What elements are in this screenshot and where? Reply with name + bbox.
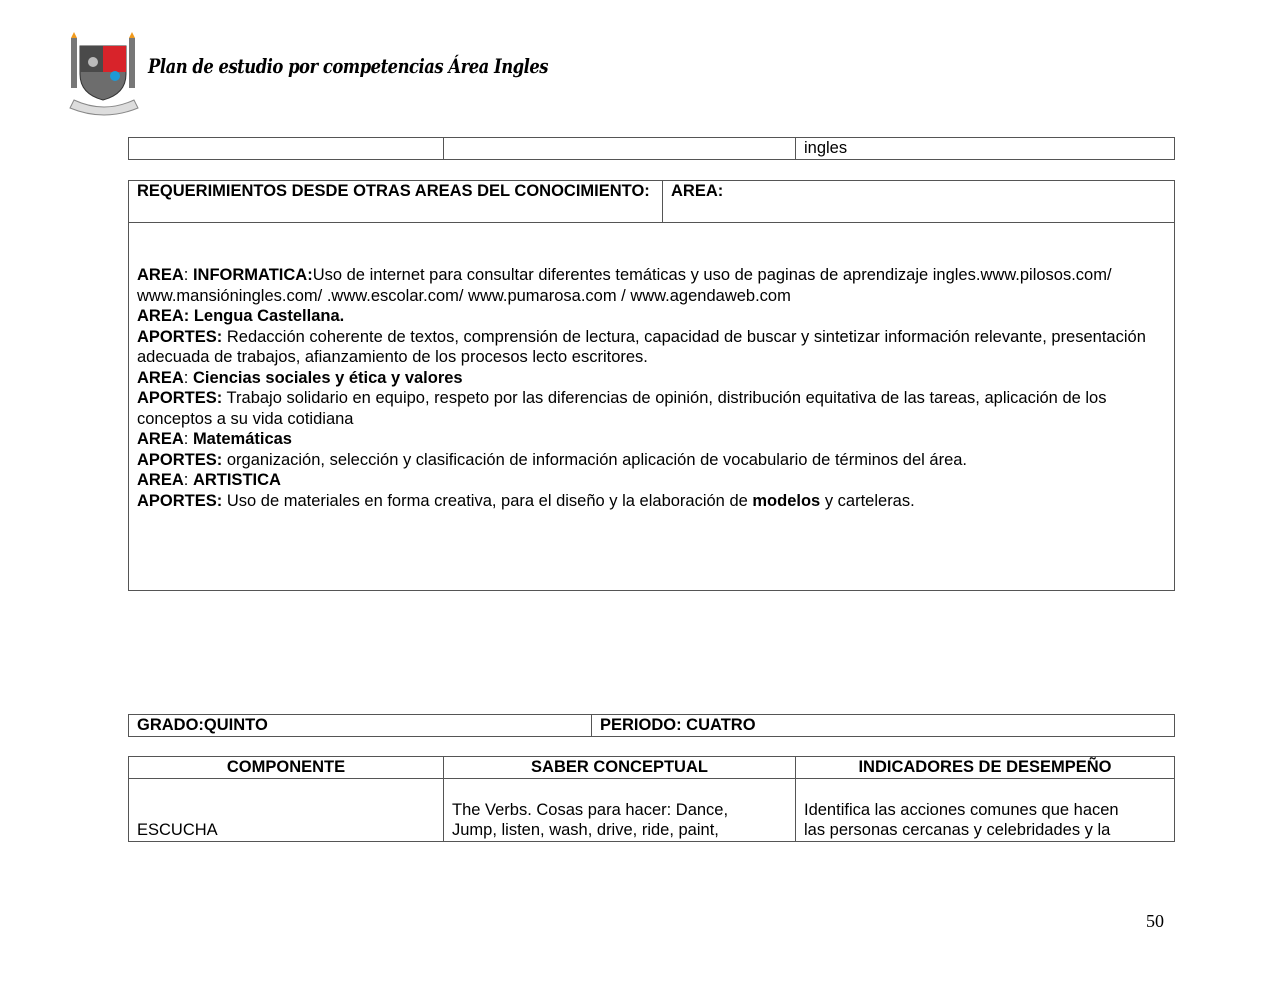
castellana-area: AREA: Lengua Castellana. (137, 307, 345, 325)
header-indicadores: INDICADORES DE DESEMPEÑO (796, 757, 1175, 779)
componente-cell: ESCUCHA (129, 778, 444, 841)
matematicas-aportes: APORTES: organización, selección y clasificación de información aplicación de vocabulario de términos del área. (137, 450, 968, 469)
artistica-aportes: APORTES: Uso de materiales en forma creativa, para el diseño y la elaboración de modelos y carteleras. (137, 491, 915, 510)
document-title: Plan de estudio por competencias Área Ingles (148, 54, 549, 78)
area-label: AREA: (663, 181, 1175, 223)
top-cell-3: ingles (796, 138, 1175, 160)
requirements-table (128, 180, 1175, 591)
sociales-area: AREA: Ciencias sociales y ética y valores (137, 368, 463, 387)
page-number: 50 (1146, 911, 1164, 931)
top-cell-2 (444, 138, 796, 160)
grade-table (128, 714, 1175, 737)
header-componente: COMPONENTE (129, 757, 444, 779)
competencies-table (128, 756, 1175, 842)
table-row (129, 778, 1175, 841)
top-cell-1 (129, 138, 444, 160)
sociales-aportes: APORTES: Trabajo solidario en equipo, respeto por las diferencias de opinión, distribución equitativa de las tareas, aplicación de los conceptos a su vida cotidiana (137, 389, 1107, 428)
saber-cell: The Verbs. Cosas para hacer: Dance, Jump, listen, wash, drive, ride, paint, (444, 778, 796, 841)
matematicas-area: AREA: Matemáticas (137, 430, 292, 448)
top-row-table (128, 137, 1175, 160)
periodo-cell: PERIODO: CUATRO (592, 715, 1175, 737)
artistica-area: AREA: ARTISTICA (137, 471, 281, 489)
castellana-aportes: APORTES: Redacción coherente de textos, comprensión de lectura, capacidad de buscar y sintetizar información relevante, presentación adecuada de trabajos, afianzamiento de los procesos lecto escritores. (137, 327, 1146, 366)
informatica-entry: AREA: INFORMATICA:Uso de internet para consultar diferentes temáticas y uso de paginas de aprendizaje ingles.www.pilosos.com/ www.mansióningles.com/ .www.escolar.com/ www.pumarosa.com / www.agendaweb.com (137, 266, 1112, 305)
grado-cell: GRADO:QUINTO (129, 715, 592, 737)
school-crest-logo (66, 30, 150, 120)
header-saber-conceptual: SABER CONCEPTUAL (444, 757, 796, 779)
indicador-cell: Identifica las acciones comunes que hacen las personas cercanas y celebridades y la (796, 778, 1175, 841)
requirements-body (129, 223, 1175, 591)
requirements-heading: REQUERIMIENTOS DESDE OTRAS AREAS DEL CONOCIMIENTO: (129, 181, 663, 223)
